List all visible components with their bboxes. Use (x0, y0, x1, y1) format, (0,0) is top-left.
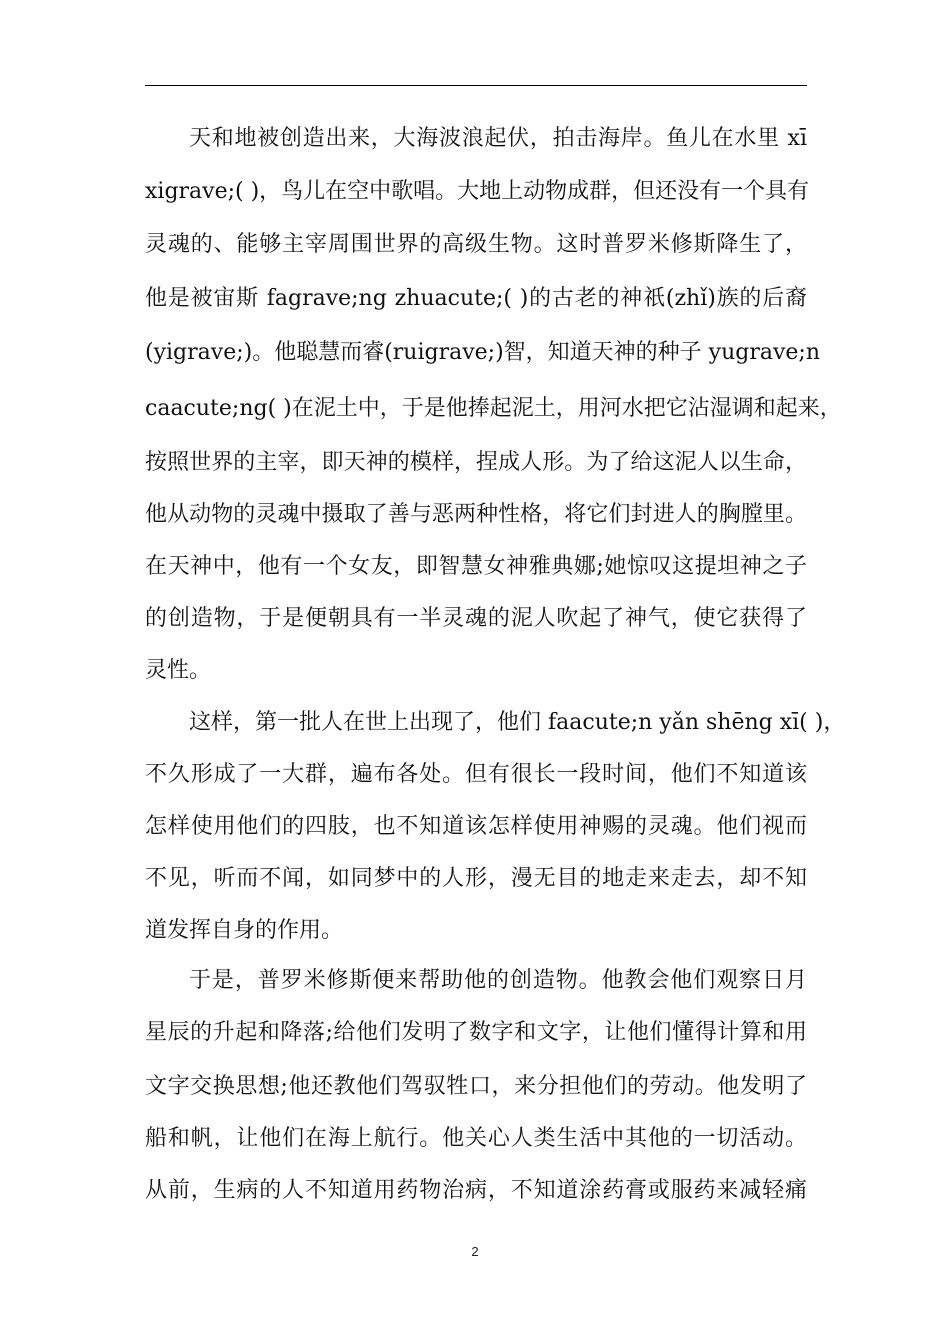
text-line: xigrave;( )，鸟儿在空中歌唱。大地上动物成群，但还没有一个具有 (145, 179, 810, 204)
text-line: 道发挥自身的作用。 (145, 918, 344, 943)
text-line: (yigrave;)。他聪慧而睿(ruigrave;)智，知道天神的种子 yugrave;n (145, 340, 821, 365)
text-line: 天和地被创造出来，大海波浪起伏，拍击海岸。鱼儿在水里 xī (189, 126, 807, 151)
text-line: 船和帆，让他们在海上航行。他关心人类生活中其他的一切活动。 (145, 1126, 807, 1151)
text-line: 怎样使用他们的四肢，也不知道该怎样使用神赐的灵魂。他们视而 (145, 814, 807, 839)
page-number: 2 (471, 1244, 479, 1259)
text-line: caacute;ng( )在泥土中，于是他捧起泥土，用河水把它沾湿调和起来， (145, 396, 842, 421)
text-line: 从前，生病的人不知道用药物治病，不知道涂药膏或服药来减轻痛 (145, 1178, 807, 1203)
header-rule (145, 85, 807, 86)
text-line: 的创造物，于是便朝具有一半灵魂的泥人吹起了神气，使它获得了 (145, 606, 807, 631)
text-line: 这样，第一批人在世上出现了，他们 faacute;n yǎn shēng xī( )， (189, 710, 846, 735)
text-line: 他是被宙斯 fagrave;ng zhuacute;( )的古老的神祇(zhǐ)族的后裔 (145, 286, 807, 311)
text-line: 于是，普罗米修斯便来帮助他的创造物。他教会他们观察日月 (189, 968, 807, 993)
text-line: 不见，听而不闻，如同梦中的人形，漫无目的地走来走去，却不知 (145, 866, 807, 891)
text-line: 灵性。 (145, 658, 212, 683)
text-line: 星辰的升起和降落;给他们发明了数字和文字，让他们懂得计算和用 (145, 1020, 807, 1045)
text-line: 他从动物的灵魂中摄取了善与恶两种性格，将它们封进人的胸膛里。 (145, 502, 807, 527)
text-line: 文字交换思想;他还教他们驾驭牲口，来分担他们的劳动。他发明了 (145, 1074, 807, 1099)
text-line: 灵魂的、能够主宰周围世界的高级生物。这时普罗米修斯降生了， (145, 232, 807, 257)
text-line: 按照世界的主宰，即天神的模样，捏成人形。为了给这泥人以生命， (145, 450, 807, 475)
text-line: 不久形成了一大群，遍布各处。但有很长一段时间，他们不知道该 (145, 762, 807, 787)
text-line: 在天神中，他有一个女友，即智慧女神雅典娜;她惊叹这提坦神之子 (145, 554, 807, 579)
